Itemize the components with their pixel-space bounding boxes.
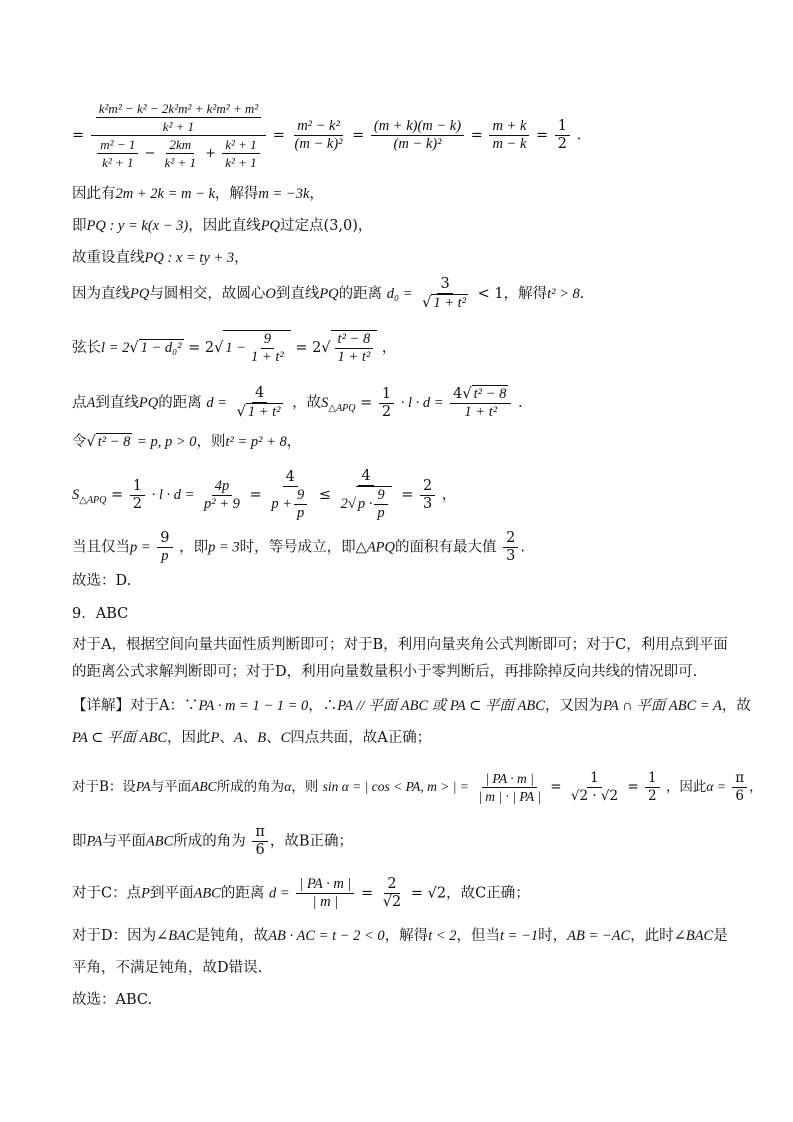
fraction: $\frac{\text{m² − k²}}{\text{(m − k)²}}$ bbox=[294, 118, 343, 152]
text-line: 因为直线PQ与圆相交，故圆心O到直线PQ的距离 d₀ = $\frac{3}{\text{√ 1 + t²}}$ < 1，解得t² > 8. bbox=[72, 276, 585, 311]
fraction: $\frac{1}{2}$ bbox=[555, 118, 570, 153]
text-line: 对于D：因为∠BAC是钝角，故AB · AC = t − 2 < 0，解得t < 2，但当t = −1时，AB = −AC，此时∠BAC是 bbox=[72, 928, 728, 944]
fraction: $\frac{m + k}{m - k}$ bbox=[489, 118, 529, 153]
fraction: $\frac{(m + k)(m - k)}{\text{(m − k)²}}$ bbox=[371, 118, 464, 153]
text-line: 因此有2m + 2k = m − k，解得m = −3k， bbox=[72, 186, 324, 202]
text-line: $S_{\triangle APQ}$ = $\frac{1}{2}$ · l · d = $\frac{4p}{\text{p² + 9}}$ = 4 p + $\frac{9}{p}$ ≤ 4 2√ p · $\frac{9}{p}$ = $\frac{2}{3}$ ， bbox=[72, 468, 457, 521]
equation-ratio: = $\frac{\text{k²m² − k² − 2k²m² + k²m² + m²}}{\text{k² + 1}}$ $\frac{\text{m² − 1}}{\text{k² + 1}}$ − $\frac{2km}{\text{k² + 1}}$ + $\frac{\text{k² + 1}}{\text{k² + 1}}$ = $\frac{\text{m² − k²}}{\text{(m − k)²}}$ = $\frac{(m + k)(m - k)}{\text{(m − k)²}}$ = $\frac{m + k}{m - k}$ = $\frac{1}{2}$ . bbox=[72, 101, 582, 170]
text-line: 即PQ : y = k(x − 3)，因此直线PQ过定点(3,0)， bbox=[72, 218, 373, 234]
answer-line: 故选：D. bbox=[72, 573, 132, 589]
text-line: 平角，不满足钝角，故D错误. bbox=[72, 960, 263, 976]
text-line: 故重设直线PQ : x = ty + 3， bbox=[72, 250, 249, 266]
text-line: 即PA与平面ABC所成的角为 $\frac{\pi}{6}$ ，故B正确； bbox=[72, 824, 354, 858]
answer-line: 故选：ABC. bbox=[72, 992, 153, 1008]
text-line: 令√ t² − 8 = p, p > 0，则t² = p² + 8， bbox=[72, 434, 302, 450]
text-line: 对于C：点P到平面ABC的距离 d = $\frac{| PA \cdot m |}{| m |}$ = $\frac{2}{√2}$ = √2，故C正确； bbox=[72, 876, 530, 910]
big-fraction: $\frac{\text{k²m² − k² − 2k²m² + k²m² + m²}}{\text{k² + 1}}$ $\frac{\text{m² − 1}}{\text{k² + 1}}$ − $\frac{2km}{\text{k² + 1}}$ + $\frac{\text{k² + 1}}{\text{k² + 1}}$ bbox=[91, 100, 266, 171]
text-line: 对于B：设PA与平面ABC所成的角为α，则 sin α = | cos < PA, m > | = $\frac{| PA \cdot m |}{| m | \cdot | PA |}$ = $\frac{1}{√2 \cdot √2}$ = $\frac{1}{2}$ ，因此α = $\frac{\pi}{6}$ ， bbox=[72, 770, 763, 804]
text-line: 弦长l = 2√ 1 − d₀² = 2√ 1 − $\frac{9}{\text{1 + t²}}$ = 2√ $\frac{\text{t² − 8}}{\text{1 + t²}}$ ， bbox=[72, 331, 397, 365]
text-line: PA ⊂ 平面 ABC，因此P、A、B、C四点共面，故A正确； bbox=[72, 730, 432, 746]
fraction: $\frac{3}{\text{√ 1 + t²}}$ bbox=[422, 276, 467, 311]
detail-line: 【详解】对于A：∵PA · m = 1 − 1 = 0，∴PA // 平面 ABC 或 PA ⊂ 平面 ABC，又因为PA ∩ 平面 ABC = A，故 bbox=[72, 698, 751, 714]
eq-sign: = bbox=[72, 127, 85, 144]
text-line: 当且仅当p = $\frac{9}{p}$ ，即p = 3时，等号成立，即△APQ的面积有最大值 $\frac{2}{3}$ . bbox=[72, 530, 525, 564]
analysis-paragraph: 对于A，根据空间向量共面性质判断即可；对于B，利用向量夹角公式判断即可；对于C，利用点到平面的距离公式求解判断即可；对于D，利用向量数量积小于零判断后，再排除掉反向共线的情况即可. bbox=[72, 637, 728, 680]
text-line: 点A到直线PQ的距离 d = $\frac{4}{\text{√ 1 + t²}}$ ，故$S_{\triangle APQ}$ = $\frac{1}{2}$ · l · d = $\frac{\text{4√ t² − 8}}{\text{1 + t²}}$ . bbox=[72, 385, 523, 420]
question-number: 9．ABC bbox=[72, 606, 129, 622]
